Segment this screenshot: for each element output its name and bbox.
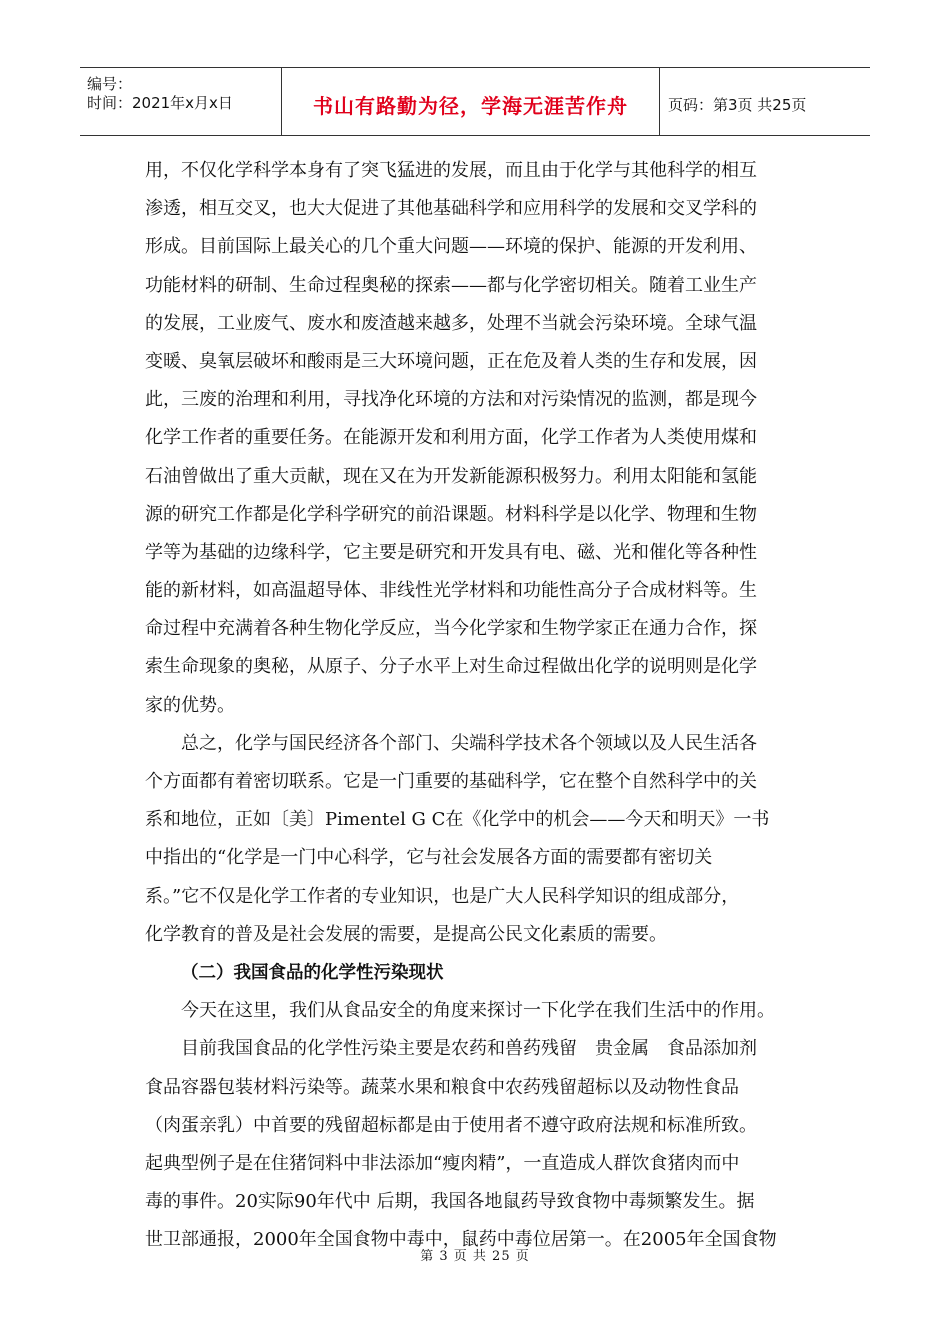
body-line: 能的新材料，如高温超导体、非线性光学材料和功能性高分子合成材料等。生 — [145, 580, 757, 602]
body-line: 索生命现象的奥秘，从原子、分子水平上对生命过程做出化学的说明则是化学 — [145, 656, 757, 678]
body-line: 用，不仅化学科学本身有了突飞猛进的发展，而且由于化学与其他科学的相互 — [145, 160, 757, 181]
body-line: （肉蛋亲乳）中首要的残留超标都是由于使用者不遵守政府法规和标准所致。 — [145, 1114, 757, 1136]
body-line: 形成。目前国际上最关心的几个重大问题——环境的保护、能源的开发利用、 — [145, 236, 757, 258]
body-line: 世卫部通报，2000年全国食物中毒中，鼠药中毒位居第一。在2005年全国食物 — [145, 1229, 777, 1251]
section-heading: （二）我国食品的化学性污染现状 — [181, 962, 444, 983]
body-line: 个方面都有着密切联系。它是一门重要的基础科学，它在整个自然科学中的关 — [145, 771, 757, 792]
page-footer: 第 3 页 共 25 页 — [420, 1249, 530, 1264]
body-line: 目前我国食品的化学性污染主要是农药和兽药残留 贵金属 食品添加剂 — [181, 1038, 757, 1060]
body-line: 起典型例子是在住猪饲料中非法添加“瘦肉精”，一直造成人群饮食猪肉而中 — [145, 1152, 740, 1174]
body-line: 家的优势。 — [145, 694, 235, 716]
body-line: 学等为基础的边缘科学，它主要是研究和开发具有电、磁、光和催化等各种性 — [145, 541, 757, 563]
header-motto-cell — [282, 68, 660, 135]
header-meta — [80, 68, 282, 135]
header-page-info-cell — [660, 68, 870, 135]
body-line: 变暖、臭氧层破坏和酸雨是三大环境问题，正在危及着人类的生存和发展，因 — [145, 350, 757, 372]
header-page-info: 页码：第3页 共25页 — [668, 96, 807, 114]
body-line: 食品容器包装材料污染等。蔬菜水果和粮食中农药残留超标以及动物性食品 — [145, 1076, 739, 1098]
body-line: 总之，化学与国民经济各个部门、尖端科学技术各个领域以及人民生活各 — [181, 732, 757, 754]
body-line: 系和地位，正如〔美〕Pimentel G C在《化学中的机会——今天和明天》一书 — [145, 809, 770, 831]
body-line: 源的研究工作都是化学科学研究的前沿课题。材料科学是以化学、物理和生物 — [145, 503, 757, 525]
body-line: 化学教育的普及是社会发展的需要，是提高公民文化素质的需要。 — [145, 923, 667, 945]
header-motto: 书山有路勤为径，学海无涯苦作舟 — [313, 94, 628, 118]
body-line: 功能材料的研制、生命过程奥秘的探索——都与化学密切相关。随着工业生产 — [145, 274, 757, 296]
body-line: 中指出的“化学是一门中心科学，它与社会发展各方面的需要都有密切关 — [145, 847, 713, 869]
body-line: 毒的事件。20实际90年代中 后期，我国各地鼠药导致食物中毒频繁发生。据 — [145, 1191, 755, 1213]
document-number: 编号： — [87, 75, 133, 93]
document-time: 时间：2021年x月x日 — [87, 94, 233, 112]
page-header — [80, 67, 870, 136]
body-line: 此，三废的治理和利用，寻找净化环境的方法和对污染情况的监测，都是现今 — [145, 389, 757, 411]
body-line: 渗透，相互交叉，也大大促进了其他基础科学和应用科学的发展和交叉学科的 — [145, 198, 757, 220]
body-line: 今天在这里，我们从食品安全的角度来探讨一下化学在我们生活中的作用。 — [181, 1000, 775, 1022]
body-line: 的发展，工业废气、废水和废渣越来越多，处理不当就会污染环境。全球气温 — [145, 312, 757, 334]
body-line: 命过程中充满着各种生物化学反应，当今化学家和生物学家正在通力合作，探 — [145, 618, 757, 640]
body-line: 化学工作者的重要任务。在能源开发和利用方面，化学工作者为人类使用煤和 — [145, 427, 757, 449]
body-line: 系。”它不仅是化学工作者的专业知识，也是广大人民科学知识的组成部分， — [145, 885, 740, 907]
document-body — [145, 152, 815, 1259]
body-line: 石油曾做出了重大贡献，现在又在为开发新能源积极努力。利用太阳能和氢能 — [145, 465, 757, 487]
